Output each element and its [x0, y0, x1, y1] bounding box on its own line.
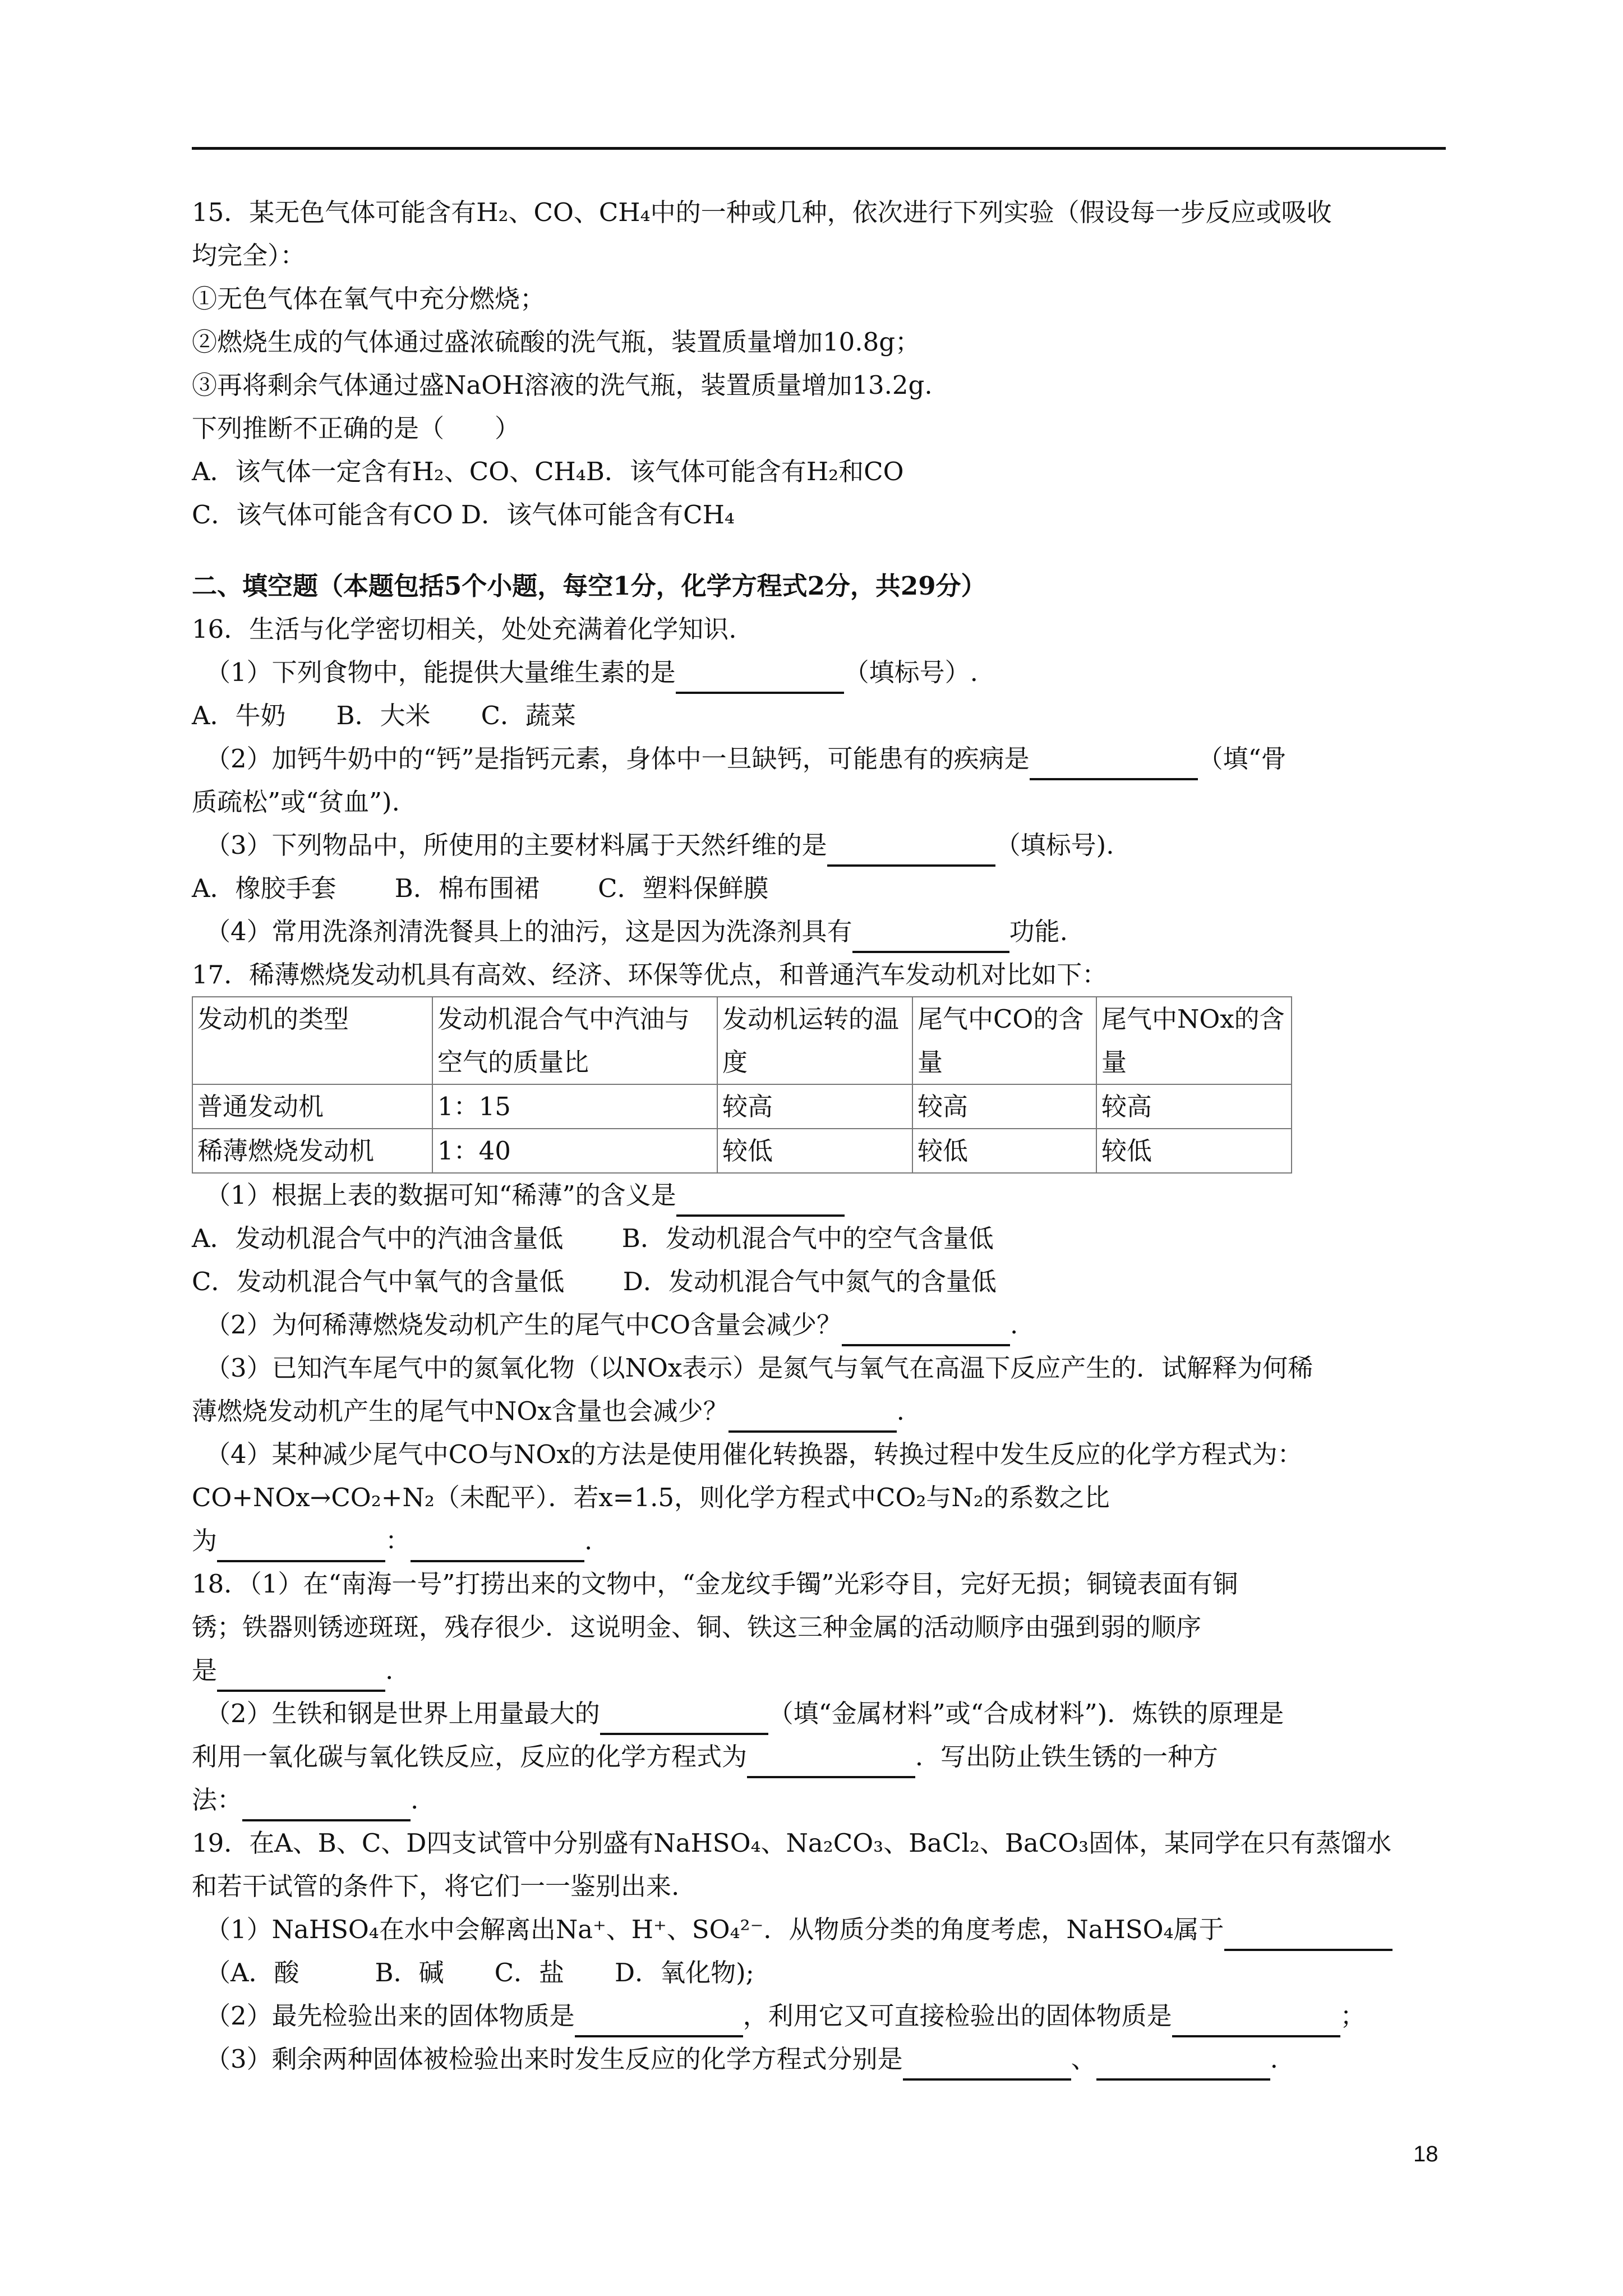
q18-part1: 18．（1）在“南海一号”打捞出来的文物中，“金龙纹手镯”光彩夺目，完好无损；铜镜表面有铜	[192, 1569, 1238, 1599]
q19-stem: 19．在A、B、C、D四支试管中分别盛有NaHSO₄、Na₂CO₃、BaCl₂、BaCO₃固体，某同学在只有蒸馏水	[192, 1828, 1392, 1858]
answer-blank[interactable]	[411, 1530, 584, 1562]
q16-part2-cont: 质疏松”或“贫血”).	[192, 787, 400, 817]
answer-blank[interactable]	[728, 1400, 897, 1433]
q17-part1: （1）根据上表的数据可知“稀薄”的含义是	[192, 1174, 1448, 1217]
table-cell: 普通发动机	[192, 1084, 432, 1129]
table-cell: 较低	[912, 1129, 1096, 1173]
table-header-row	[192, 997, 1292, 1084]
q16-part1: （1）下列食物中，能提供大量维生素的是 （填标号）.	[192, 651, 1448, 694]
engine-comparison-table	[192, 996, 1292, 1174]
q15-step1: ①无色气体在氧气中充分燃烧；	[192, 284, 546, 314]
answer-blank[interactable]	[600, 1703, 768, 1735]
q18-part2-cont: 利用一氧化碳与氧化铁反应，反应的化学方程式为 ．写出防止铁生锈的一种方	[192, 1735, 1448, 1778]
q18-part1-answer: 是 .	[192, 1649, 1448, 1692]
q17-part3: （3）已知汽车尾气中的氮氧化物（以NOx表示）是氮气与氧气在高温下反应产生的．试解释为何稀	[205, 1353, 1313, 1383]
table-cell: 较高	[1096, 1084, 1292, 1129]
table-cell: 较低	[717, 1129, 912, 1173]
table-header: 发动机运转的温度	[717, 997, 912, 1084]
answer-blank[interactable]	[827, 834, 995, 867]
table-cell: 较高	[717, 1084, 912, 1129]
table-header: 尾气中NOx的含量	[1096, 997, 1292, 1084]
q19-part1: （1）NaHSO₄在水中会解离出Na⁺、H⁺、SO₄²⁻．从物质分类的角度考虑，NaHSO₄属于	[192, 1908, 1448, 1951]
header-rule	[192, 147, 1446, 150]
answer-blank[interactable]	[747, 1746, 915, 1778]
table-cell: 1：40	[432, 1129, 717, 1173]
table-row	[192, 1129, 1292, 1173]
q19-stem-cont: 和若干试管的条件下，将它们一一鉴别出来.	[192, 1871, 680, 1901]
q19-part1-options: （A．酸 B．碱 C．盐 D．氧化物);	[205, 1958, 754, 1987]
q18-part2: （2）生铁和钢是世界上用量最大的 （填“金属材料”或“合成材料”)．炼铁的原理是	[192, 1692, 1448, 1735]
page-number: 18	[1413, 2142, 1438, 2166]
q17-options-cd: C．发动机混合气中氧气的含量低 D．发动机混合气中氮气的含量低	[192, 1267, 997, 1296]
table-header: 尾气中CO的含量	[912, 997, 1096, 1084]
q17-options-ab: A．发动机混合气中的汽油含量低 B．发动机混合气中的空气含量低	[192, 1223, 994, 1253]
q16-part4: （4）常用洗涤剂清洗餐具上的油污，这是因为洗涤剂具有 功能.	[192, 910, 1448, 953]
q15-step3: ③再将剩余气体通过盛NaOH溶液的洗气瓶，装置质量增加13.2g.	[192, 370, 933, 400]
table-header: 发动机混合气中汽油与空气的质量比	[432, 997, 717, 1084]
q17-part3-cont: 薄燃烧发动机产生的尾气中NOx含量也会减少？ .	[192, 1389, 1448, 1433]
table-row	[192, 1084, 1292, 1129]
q16-part3: （3）下列物品中，所使用的主要材料属于天然纤维的是 （填标号).	[192, 823, 1448, 867]
q19-part2: （2）最先检验出来的固体物质是 ，利用它又可直接检验出的固体物质是 ；	[192, 1994, 1448, 2037]
q16-part1-options: A．牛奶 B．大米 C．蔬菜	[192, 701, 576, 730]
table-cell: 1：15	[432, 1084, 717, 1129]
section-heading: 二、填空题（本题包括5个小题，每空1分，化学方程式2分，共29分）	[192, 571, 986, 601]
answer-blank[interactable]	[852, 921, 1009, 953]
answer-blank[interactable]	[217, 1659, 385, 1692]
table-cell: 较低	[1096, 1129, 1292, 1173]
answer-blank[interactable]	[842, 1314, 1010, 1346]
q15-step2: ②燃烧生成的气体通过盛浓硫酸的洗气瓶，装置质量增加10.8g；	[192, 327, 921, 357]
answer-blank[interactable]	[903, 2048, 1071, 2081]
q17-ratio: 为 ： .	[192, 1519, 1448, 1562]
table-cell: 稀薄燃烧发动机	[192, 1129, 432, 1173]
q18-part2-end: 法： .	[192, 1778, 1448, 1821]
q17-part4: （4）某种减少尾气中CO与NOx的方法是使用催化转换器，转换过程中发生反应的化学方程式为：	[205, 1439, 1303, 1469]
q15-options-cd: C．该气体可能含有CO D．该气体可能含有CH₄	[192, 500, 735, 530]
answer-blank[interactable]	[1224, 1918, 1393, 1951]
q15-stem: 15．某无色气体可能含有H₂、CO、CH₄中的一种或几种，依次进行下列实验（假设每一步反应或吸收	[192, 197, 1332, 227]
q16-part3-options: A．橡胶手套 B．棉布围裙 C．塑料保鲜膜	[192, 873, 769, 903]
q16-stem: 16．生活与化学密切相关，处处充满着化学知识.	[192, 614, 737, 644]
table-cell: 较高	[912, 1084, 1096, 1129]
answer-blank[interactable]	[242, 1789, 411, 1821]
q15-options-ab: A．该气体一定含有H₂、CO、CH₄B．该气体可能含有H₂和CO	[192, 457, 904, 486]
q19-part3: （3）剩余两种固体被检验出来时发生反应的化学方程式分别是 、 .	[192, 2037, 1448, 2081]
q15-ask: 下列推断不正确的是（ ）	[192, 413, 520, 443]
q17-equation: CO+NOx→CO₂+N₂（未配平）．若x=1.5，则化学方程式中CO₂与N₂的系数之比	[192, 1483, 1110, 1512]
q16-part2: （2）加钙牛奶中的“钙”是指钙元素，身体中一旦缺钙，可能患有的疾病是 （填“骨	[192, 737, 1448, 780]
q15-stem-cont: 均完全）：	[192, 241, 306, 270]
answer-blank[interactable]	[1030, 748, 1198, 780]
answer-blank[interactable]	[1172, 2005, 1340, 2037]
q18-part1-cont: 锈；铁器则锈迹斑斑，残存很少．这说明金、铜、铁这三种金属的活动顺序由强到弱的顺序	[192, 1612, 1202, 1642]
q17-stem: 17．稀薄燃烧发动机具有高效、经济、环保等优点，和普通汽车发动机对比如下：	[192, 960, 1108, 990]
document-body	[192, 191, 1448, 2081]
table-header: 发动机的类型	[192, 997, 432, 1084]
q17-part2: （2）为何稀薄燃烧发动机产生的尾气中CO含量会减少？ .	[192, 1303, 1448, 1346]
answer-blank[interactable]	[575, 2005, 743, 2037]
answer-blank[interactable]	[676, 661, 844, 694]
answer-blank[interactable]	[217, 1530, 385, 1562]
answer-blank[interactable]	[1096, 2048, 1270, 2081]
answer-blank[interactable]	[676, 1184, 845, 1217]
